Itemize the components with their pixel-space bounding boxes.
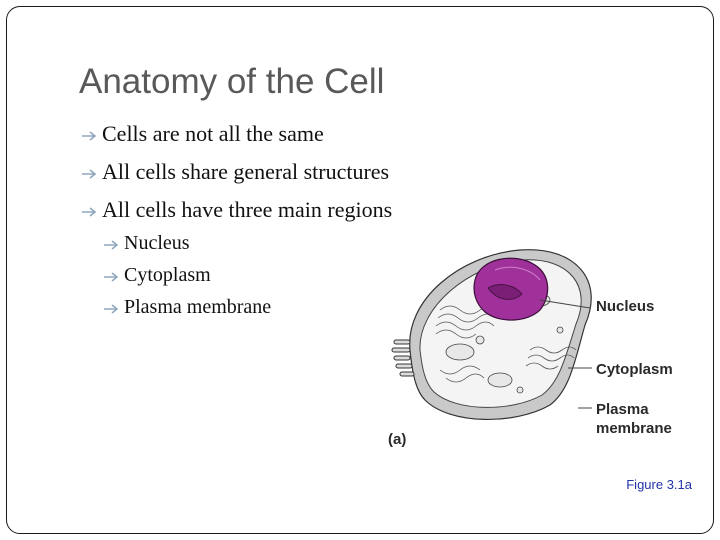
figure-caption: Figure 3.1a	[626, 477, 692, 492]
label-plasma-line1: Plasma	[596, 401, 649, 418]
sub-bullet-text: Plasma membrane	[124, 296, 272, 318]
label-plasma-line2: membrane	[596, 420, 672, 437]
label-nucleus: Nucleus	[596, 298, 655, 315]
bullet-item	[80, 120, 324, 148]
bullet-text: Cells are not all the same	[102, 121, 324, 146]
sub-bullet-item	[102, 262, 211, 288]
sub-bullet-text: Nucleus	[124, 232, 190, 254]
sub-bullet-item	[102, 230, 190, 256]
slide-title: Anatomy of the Cell	[79, 62, 385, 101]
sub-bullet-text: Cytoplasm	[124, 264, 211, 286]
sub-bullet-item	[102, 294, 271, 320]
cell-diagram	[380, 240, 700, 460]
label-cytoplasm: Cytoplasm	[596, 361, 673, 378]
bullet-text: All cells share general structures	[102, 159, 390, 184]
bullet-text: All cells have three main regions	[102, 197, 393, 222]
bullet-item	[80, 196, 392, 224]
bullet-item	[80, 158, 389, 186]
panel-label: (a)	[388, 431, 407, 448]
